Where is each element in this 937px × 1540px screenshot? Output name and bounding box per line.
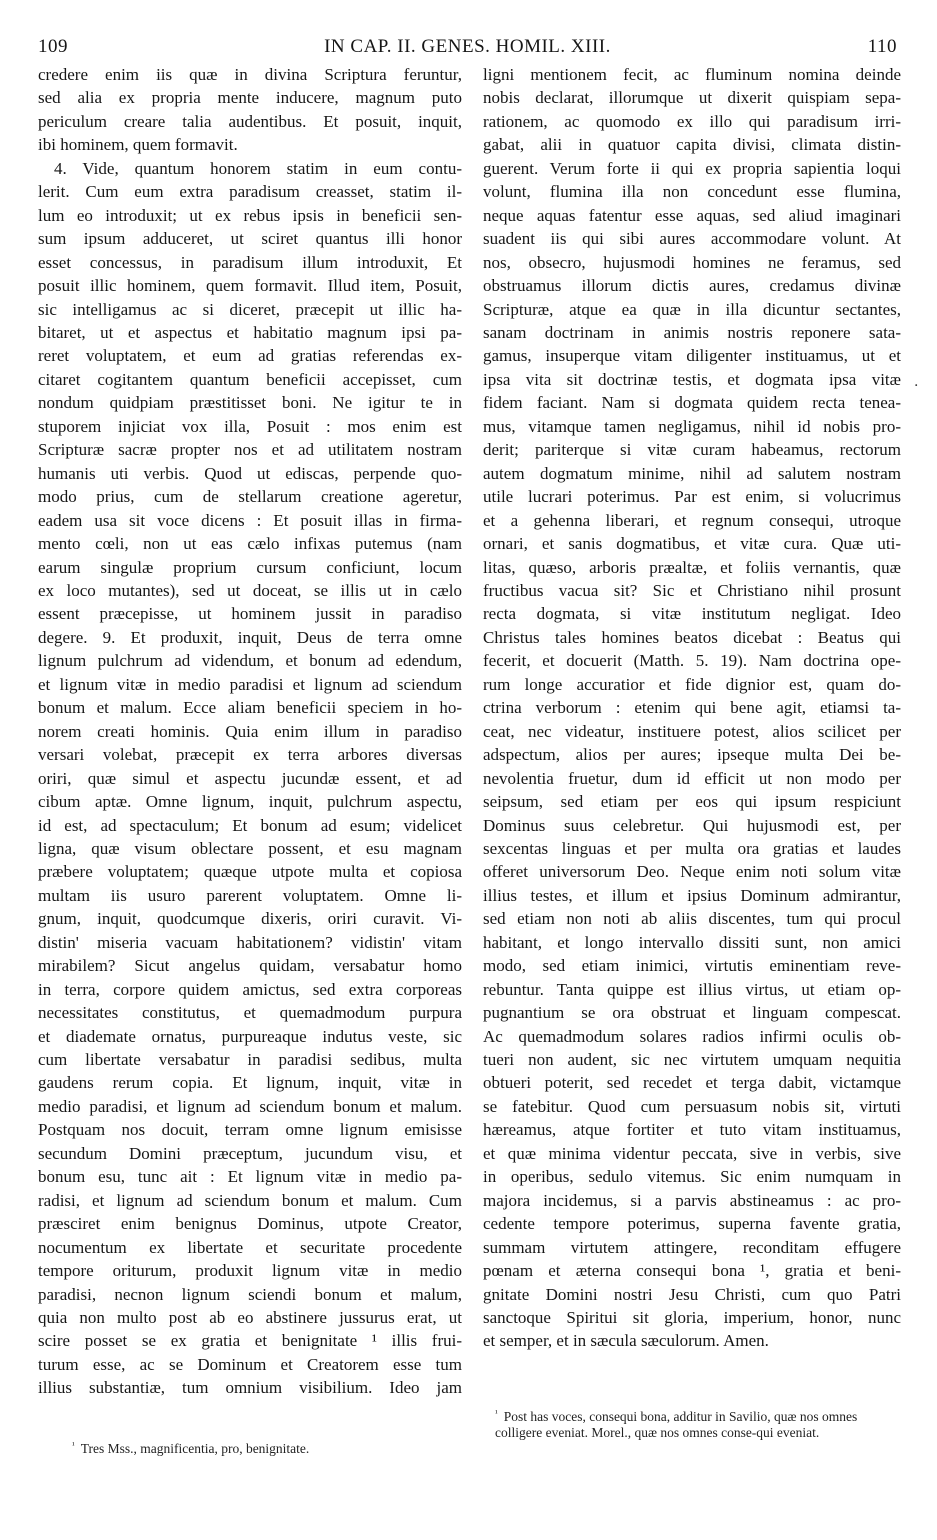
right-column-line: se fatebitur. Quod cum persuasum nobis sit, virtuti bbox=[483, 1096, 901, 1116]
right-column-line: tueri non audent, sic nec virtutem umquam nequitia bbox=[483, 1050, 901, 1070]
right-column-line: hæreamus, atque fortiter et tuto vitam instituamus, bbox=[483, 1120, 901, 1140]
right-column-line: ctrina verborum : etenim qui bene agit, etiamsi ta- bbox=[483, 698, 901, 718]
right-column-line: recta dogmata, si vitæ institutum negligat. Ideo bbox=[483, 604, 901, 624]
right-column-line: et quæ minima videntur peccata, sive in verbis, sive bbox=[483, 1143, 901, 1163]
right-column-line: habitant, et longo intervallo dissiti sunt, non amici bbox=[483, 932, 901, 952]
right-column-line: cedente tempore poterimus, superna favente gratia, bbox=[483, 1214, 901, 1234]
left-column-line: necessitates constitutus, et quemadmodum purpura bbox=[38, 1003, 462, 1023]
right-column-line: sanam doctrinam in animis nostris reponere sata- bbox=[483, 322, 901, 342]
left-column-line: multam iis usuro parerent voluptatem. Omne li- bbox=[38, 885, 462, 905]
right-column-line: gnitate Domini nostri Jesu Christi, cum quo Patri bbox=[483, 1284, 901, 1304]
left-column-line: stuporem injiciat vox illa, Posuit : mos enim est bbox=[38, 416, 462, 436]
left-column-line: citaret cogitantem quantum beneficii accepisset, cum bbox=[38, 369, 462, 389]
left-column-line: mento cœli, non ut eas cælo infixas putemus (nam bbox=[38, 534, 462, 554]
right-column-line: suadent iis qui sibi aures accommodare volunt. At bbox=[483, 229, 901, 249]
left-column-line: secundum Domini præceptum, jucundum visu, et bbox=[38, 1143, 462, 1163]
right-column-line: sanctoque Spiritui sit gloria, imperium, honor, nunc bbox=[483, 1308, 901, 1328]
left-column-line: ibi hominem, quem formavit. bbox=[38, 135, 238, 155]
left-column-line: et lignum vitæ in medio paradisi et lignum ad sciendum bbox=[38, 674, 462, 694]
left-column-line: norem creati hominis. Quia enim illum in paradiso bbox=[38, 721, 462, 741]
right-column-line: gamus, insuperque vitam diligenter instituamus, ut et bbox=[483, 346, 901, 366]
right-column-line: pœnam et æterna consequi bona ¹, gratia et beni- bbox=[483, 1261, 901, 1281]
left-column-line: posuit illic hominem, quem formavit. Illud item, Posuit, bbox=[38, 276, 462, 296]
left-column-line: et diademate ornatus, purpureaque indutus veste, sic bbox=[38, 1026, 462, 1046]
left-column-line: lignum pulchrum ad videndum, et bonum ad edendum, bbox=[38, 651, 462, 671]
right-column-line: offeret universorum Deo. Neque enim noti solum vitæ bbox=[483, 862, 901, 882]
page-number-right: 110 bbox=[867, 36, 897, 57]
left-column-line: distin' miseria vacuam habitationem? vidistin' vitam bbox=[38, 932, 462, 952]
left-column-line: ligna, quæ visum oblectare possent, et esu magnam bbox=[38, 838, 462, 858]
right-column-line: Christus tales homines beatos dicebat : Beatus qui bbox=[483, 627, 901, 647]
left-column-line: Scripturæ sacræ propter nos et ad utilitatem nostram bbox=[38, 440, 462, 460]
right-column-line: ligni mentionem fecit, ac fluminum nomina deinde bbox=[483, 65, 901, 84]
right-column-line: in operibus, sedulo vitemus. Sic enim numquam in bbox=[483, 1167, 901, 1187]
right-column-line: gabat, alii in quatuor capita divisi, climata distin- bbox=[483, 135, 901, 155]
left-column-line: reret voluptatem, et eum ad gratias referendas ex- bbox=[38, 346, 462, 366]
right-column-line: seipsum, sed etiam per eos qui ipsum respiciunt bbox=[483, 792, 901, 812]
left-column-line: esset concessus, in paradisum illum introduxit, Et bbox=[38, 252, 462, 272]
left-column-line: sum ipsum adduceret, ut sciret quantus illi honor bbox=[38, 229, 462, 249]
left-column-line: versari volebat, præcepit ex terra arbores diversas bbox=[38, 745, 462, 765]
left-column-line: illius substantiæ, tum omnium visibilium. Ideo jam bbox=[38, 1378, 462, 1398]
margin-mark: · bbox=[914, 378, 919, 394]
right-column-line: neque aquas fatentur esse aquas, sed aliud imaginari bbox=[483, 205, 901, 225]
right-column-line: mus, vitamque tamen negligamus, nihil id nobis pro- bbox=[483, 416, 901, 436]
left-column-line: præsciret enim benignus Dominus, utpote Creator, bbox=[38, 1214, 462, 1234]
left-column-line: bitaret, ut et aspectus et habitatio magnum ipsi pa- bbox=[38, 322, 462, 342]
right-column-line: Ac quemadmodum solares radios infirmi oculis ob- bbox=[483, 1026, 901, 1046]
left-column-line: quia non multo post ab eo abstinere jussurus erat, ut bbox=[38, 1308, 462, 1328]
left-column-line: nondum quidpiam præstitisset boni. Ne igitur te in bbox=[38, 393, 462, 413]
right-column-line: majora incidemus, si a parvis abstineamus : ac pro- bbox=[483, 1190, 901, 1210]
right-column-line: obstruamus illorum dictis aures, credamus divinæ bbox=[483, 276, 901, 296]
left-column-line: humanis uti verbis. Quod ut ediscas, perpende quo- bbox=[38, 463, 462, 483]
footnote-left-mark: ¹ bbox=[72, 1440, 75, 1450]
left-column-line: medio paradisi, et lignum ad sciendum bonum et malum. bbox=[38, 1096, 462, 1116]
right-column-line: derit; pariterque si vitæ curam habeamus, rectorum bbox=[483, 440, 901, 460]
left-column-line: turum esse, ac se Dominum et Creatorem esse tum bbox=[38, 1354, 462, 1374]
right-column-line: illius testes, et illum et ipsius Dominum admirantur, bbox=[483, 885, 901, 905]
left-column-line: scire posset se ex gratia et benignitate ¹ illis frui- bbox=[38, 1331, 462, 1351]
right-column-line: litas, quæso, arboris præaltæ, et foliis vernantis, quæ bbox=[483, 557, 901, 577]
left-column-line: in terra, corpore quidem amictus, sed extra corporeas bbox=[38, 979, 462, 999]
left-column-line: gnum, inquit, quodcumque dixeris, oriri curavit. Vi- bbox=[38, 909, 462, 929]
left-column-line: præbere voluptatem; quæque utpote multa et copiosa bbox=[38, 862, 462, 882]
left-column-line: ex loco mutantes), sed ut doceat, se illis ut in cælo bbox=[38, 580, 462, 600]
left-column bbox=[38, 63, 462, 1400]
left-column-line: radisi, et lignum ad sciendum bonum et malum. Cum bbox=[38, 1190, 462, 1210]
running-title: IN CAP. II. GENES. HOMIL. XIII. bbox=[324, 36, 611, 57]
left-column-line: bonum et malum. Ecce aliam beneficii speciem in ho- bbox=[38, 698, 462, 718]
footnote-right bbox=[495, 1405, 900, 1441]
left-column-line: lum eo introduxit; ut ex rebus ipsis in beneficii sen- bbox=[38, 205, 462, 225]
right-column-line: autem dogmatum minime, nihil ad salutem nostram bbox=[483, 463, 901, 483]
right-column-line: et semper, et in sæcula sæculorum. Amen. bbox=[483, 1331, 769, 1351]
right-column-line: rum longe accuratior et fide dignior est, quam do- bbox=[483, 674, 901, 694]
left-column-line: sed alia ex propria mente inducere, magnum puto bbox=[38, 88, 462, 108]
left-column-line: earum singulæ proprium cursum conficiunt, locum bbox=[38, 557, 462, 577]
left-column-line: id est, ad spectaculum; Et bonum ad esum; videlicet bbox=[38, 815, 462, 835]
left-column-line: sic intelligamus ac si diceret, præcepit ut illic ha- bbox=[38, 299, 462, 319]
left-column-line: periculum creare talia audentibus. Et posuit, inquit, bbox=[38, 111, 462, 131]
right-column-line: sed etiam non noti ab aliis discentes, tum qui procul bbox=[483, 909, 901, 929]
right-column-line: fructibus vacua sit? Sic et Christiano nihil prosunt bbox=[483, 580, 901, 600]
left-column-line: degere. 9. Et produxit, inquit, Deus de terra omne bbox=[38, 627, 462, 647]
right-column-line: nos, obsecro, hujusmodi homines ne feramus, sed bbox=[483, 252, 901, 272]
left-column-line: lerit. Cum eum extra paradisum creasset, statim il- bbox=[38, 182, 462, 202]
right-column-line: nobis declarat, illorumque ut dixerit quispiam sepa- bbox=[483, 88, 901, 108]
left-column-line: cum libertate versabatur in paradisi sedibus, multa bbox=[38, 1050, 462, 1070]
right-column-line: Dominus suus celebretur. Qui hujusmodi est, per bbox=[483, 815, 901, 835]
left-column-line: mirabilem? Sicut angelus quidam, versabatur homo bbox=[38, 956, 462, 976]
right-column-line: rationem, ac quomodo ex illo qui paradisum irri- bbox=[483, 111, 901, 131]
left-column-line: bonum esu, tunc ait : Et lignum vitæ in medio pa- bbox=[38, 1167, 462, 1187]
right-column-line: adspectum, alios per aures; ipseque multa Dei be- bbox=[483, 745, 901, 765]
right-column-line: pugnantium se ora obstruat et linguam compescat. bbox=[483, 1003, 901, 1023]
page-number-left: 109 bbox=[38, 36, 68, 57]
right-column-line: fecerit, et docuerit (Matth. 5. 19). Nam doctrina ope- bbox=[483, 651, 901, 671]
right-column-line: ornari, et sanis dogmatibus, et vitæ cura. Quæ uti- bbox=[483, 534, 901, 554]
right-column-line: guerent. Verum forte ii qui ex propria sapientia loqui bbox=[483, 158, 901, 178]
left-column-line: oriri, quæ simul et aspectu jucundæ essent, et ad bbox=[38, 768, 462, 788]
right-column-line: summam virtutem attingere, reconditam effugere bbox=[483, 1237, 901, 1257]
right-column-line: et a gehenna liberari, et regnum consequi, utroque bbox=[483, 510, 901, 530]
footnote-left-text: Tres Mss., magnificentia, pro, benignitate. bbox=[80, 1441, 310, 1456]
left-column-line: 4. Vide, quantum honorem statim in eum contu- bbox=[54, 158, 462, 178]
right-column-line: sexcentas linguas et per multa ora gratias et laudes bbox=[483, 838, 901, 858]
left-column-line: Postquam nos docuit, terram omne lignum emisisse bbox=[38, 1120, 462, 1140]
left-column-line: essent præcepisse, ut hominem jussit in paradiso bbox=[38, 604, 462, 624]
right-column-line: obtueri poterit, sed recedet et terga dabit, victamque bbox=[483, 1073, 901, 1093]
right-column-line: volunt, flumina illa non concedunt esse flumina, bbox=[483, 182, 901, 202]
right-column-line: modo, sed etiam inimici, virtutis eminentiam reve- bbox=[483, 956, 901, 976]
footnote-left bbox=[72, 1437, 452, 1457]
left-column-line: tempore oriturum, produxit lignum vitæ in medio bbox=[38, 1261, 462, 1281]
right-column-line: fidem faciant. Nam si dogmata quidem recta tenea- bbox=[483, 393, 901, 413]
left-column-line: gaudens rerum copia. Et lignum, inquit, vitæ in bbox=[38, 1073, 462, 1093]
right-column-line: ipsa vita sit doctrinæ testis, et dogmata ipsa vitæ bbox=[483, 369, 901, 389]
right-column-line: Scripturæ, atque ea quæ in illa dicuntur sectantes, bbox=[483, 299, 901, 319]
footnote-right-mark: ¹ bbox=[495, 1408, 498, 1418]
left-column-line: modo prius, cum de stellarum creatione ageretur, bbox=[38, 487, 462, 507]
left-column-line: nocumentum ex libertate et securitate procedente bbox=[38, 1237, 462, 1257]
right-column bbox=[483, 63, 901, 1353]
right-column-line: utile lucrari poterimus. Par est enim, si volucrimus bbox=[483, 487, 901, 507]
right-column-line: nevolentia fruetur, dum id efficit ut non modo per bbox=[483, 768, 901, 788]
running-header bbox=[38, 36, 897, 60]
right-column-line: ceat, nec videatur, instituere potest, alios scilicet per bbox=[483, 721, 901, 741]
right-column-line: rebuntur. Tanta quippe est illius virtus, ut etiam op- bbox=[483, 979, 901, 999]
left-column-line: cibum aptæ. Omne lignum, inquit, pulchrum aspectu, bbox=[38, 792, 462, 812]
left-column-line: eadem usa sit voce dicens : Et posuit illas in firma- bbox=[38, 510, 462, 530]
footnote-right-text: Post has voces, consequi bona, additur in Savilio, quæ nos omnes colligere eveniat. Morel., quæ nos omnes conse-qui eveniat. bbox=[495, 1409, 858, 1440]
left-column-line: credere enim iis quæ in divina Scriptura feruntur, bbox=[38, 65, 462, 84]
left-column-line: paradisi, necnon lignum sciendi bonum et malum, bbox=[38, 1284, 462, 1304]
